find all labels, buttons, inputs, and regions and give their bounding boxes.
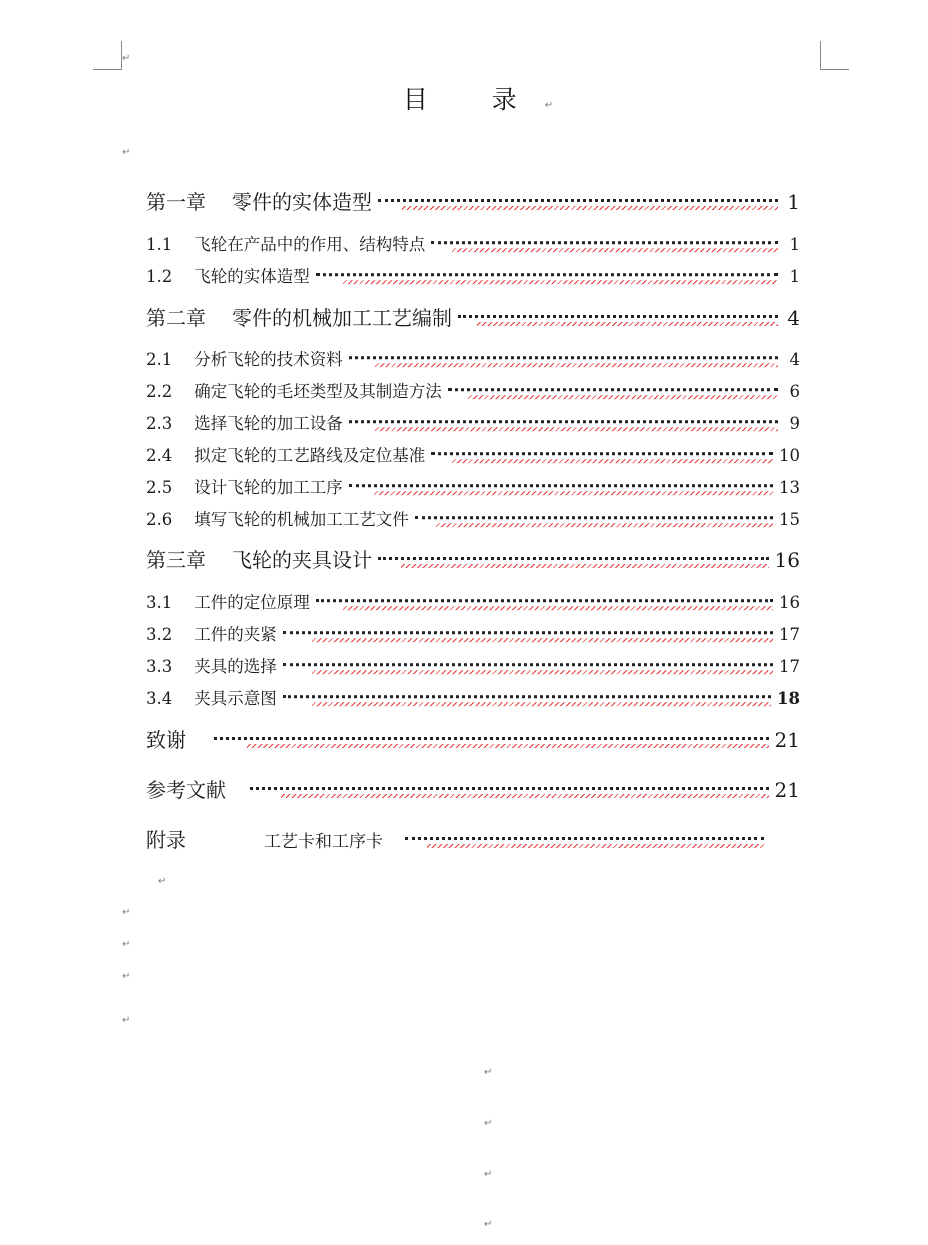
dot-leader	[458, 295, 778, 318]
toc-page-number: 21	[774, 728, 800, 752]
dot-leader	[405, 817, 764, 840]
paragraph-mark: ↵	[484, 1219, 493, 1230]
dot-leader	[431, 435, 773, 455]
toc-entry-label: 第三章 飞轮的夹具设计	[146, 548, 372, 572]
crop-mark-top-left	[93, 41, 122, 70]
paragraph-mark: ↵	[544, 100, 554, 111]
paragraph-mark: ↵	[484, 1169, 493, 1180]
toc-page-number: 1	[789, 234, 800, 254]
toc-entry-label: 1.2 飞轮的实体造型	[146, 266, 310, 286]
toc-entry-label: 3.3 夹具的选择	[146, 656, 277, 676]
dot-leader	[316, 582, 773, 602]
dot-leader	[349, 339, 778, 359]
dot-leader	[349, 403, 778, 423]
toc-entry-section-1-1[interactable]	[146, 230, 800, 255]
toc-page-number: 15	[779, 509, 800, 529]
crop-mark-top-right	[820, 41, 849, 70]
dot-leader	[431, 224, 778, 244]
paragraph-mark: ↵	[122, 53, 131, 64]
toc-entry-section-2-5[interactable]	[146, 473, 800, 498]
toc-page-number: 4	[787, 306, 800, 330]
toc-entry-section-3-4[interactable]	[146, 684, 800, 709]
toc-entry-section-3-1[interactable]	[146, 588, 800, 613]
toc-page-number: 9	[789, 413, 800, 433]
toc-entry-label: 3.2 工件的夹紧	[146, 624, 277, 644]
toc-entry-section-3-2[interactable]	[146, 620, 800, 645]
dot-leader	[250, 767, 769, 790]
toc-entry-label: 3.1 工件的定位原理	[146, 592, 310, 612]
paragraph-mark: ↵	[484, 1118, 493, 1129]
paragraph-mark: ↵	[122, 971, 131, 982]
toc-entry-section-2-6[interactable]	[146, 505, 800, 530]
toc-entry-label: 2.5 设计飞轮的加工工序	[146, 477, 343, 497]
toc-page-number: 17	[779, 656, 800, 676]
paragraph-mark: ↵	[122, 1015, 131, 1026]
toc-page-number: 16	[774, 548, 800, 572]
dot-leader	[283, 614, 773, 634]
page-title: 目 录↵	[402, 85, 554, 114]
toc-entry-label: 2.3 选择飞轮的加工设备	[146, 413, 343, 433]
toc-entry-label: 第二章 零件的机械加工工艺编制	[146, 306, 452, 330]
dot-leader	[283, 646, 773, 666]
toc-page-number: 10	[779, 445, 800, 465]
toc-page-number: 21	[774, 778, 800, 802]
dot-leader	[316, 256, 778, 276]
toc-entry-section-1-2[interactable]	[146, 262, 800, 287]
toc-page-number: 18	[777, 688, 800, 708]
toc-entry-references[interactable]	[146, 774, 800, 803]
toc-entry-label: 3.4 夹具示意图	[146, 688, 277, 708]
toc-entry-label: 1.1 飞轮在产品中的作用、结构特点	[146, 234, 426, 254]
toc-page-number: 13	[779, 477, 800, 497]
toc-page-number: 1	[787, 190, 800, 214]
dot-leader	[448, 371, 778, 391]
dot-leader	[415, 499, 773, 518]
toc-entry-section-3-3[interactable]	[146, 652, 800, 677]
dot-leader	[214, 717, 769, 740]
paragraph-mark: ↵	[122, 147, 131, 158]
paragraph-mark: ↵	[158, 876, 167, 887]
toc-entry-chapter-2[interactable]	[146, 302, 800, 331]
paragraph-mark: ↵	[122, 907, 131, 918]
toc-entry-acknowledgements[interactable]	[146, 724, 800, 753]
toc-entry-label: 2.4 拟定飞轮的工艺路线及定位基准	[146, 445, 426, 465]
toc-entry-label: 参考文献	[146, 778, 226, 802]
toc-entry-chapter-1[interactable]	[146, 186, 800, 215]
toc-entry-section-2-3[interactable]	[146, 409, 800, 434]
dot-leader	[283, 678, 771, 698]
toc-entry-label: 第一章 零件的实体造型	[146, 190, 372, 214]
toc-entry-label: 附录 工艺卡和工序卡	[146, 828, 383, 852]
toc-entry-section-2-2[interactable]	[146, 377, 800, 402]
dot-leader	[349, 467, 773, 487]
toc-page-number: 1	[789, 266, 800, 286]
paragraph-mark: ↵	[484, 1067, 493, 1078]
toc-entry-label: 2.6 填写飞轮的机械加工工艺文件	[146, 509, 409, 529]
toc-entry-sublabel: 工艺卡和工序卡	[264, 832, 383, 852]
toc-page-number: 16	[779, 592, 800, 612]
toc-entry-section-2-4[interactable]	[146, 441, 800, 466]
toc-entry-label: 2.1 分析飞轮的技术资料	[146, 349, 343, 369]
toc-page-number: 17	[779, 624, 800, 644]
toc-page-number: 4	[789, 349, 800, 369]
paragraph-mark: ↵	[122, 939, 131, 950]
toc-entry-label: 致谢	[146, 728, 186, 752]
toc-entry-chapter-3[interactable]	[146, 544, 800, 573]
toc-entry-label: 2.2 确定飞轮的毛坯类型及其制造方法	[146, 381, 442, 401]
toc-entry-appendix[interactable]	[146, 824, 786, 853]
toc-page-number: 6	[789, 381, 800, 401]
toc-entry-section-2-1[interactable]	[146, 345, 800, 370]
dot-leader	[378, 179, 778, 202]
dot-leader	[378, 537, 769, 560]
